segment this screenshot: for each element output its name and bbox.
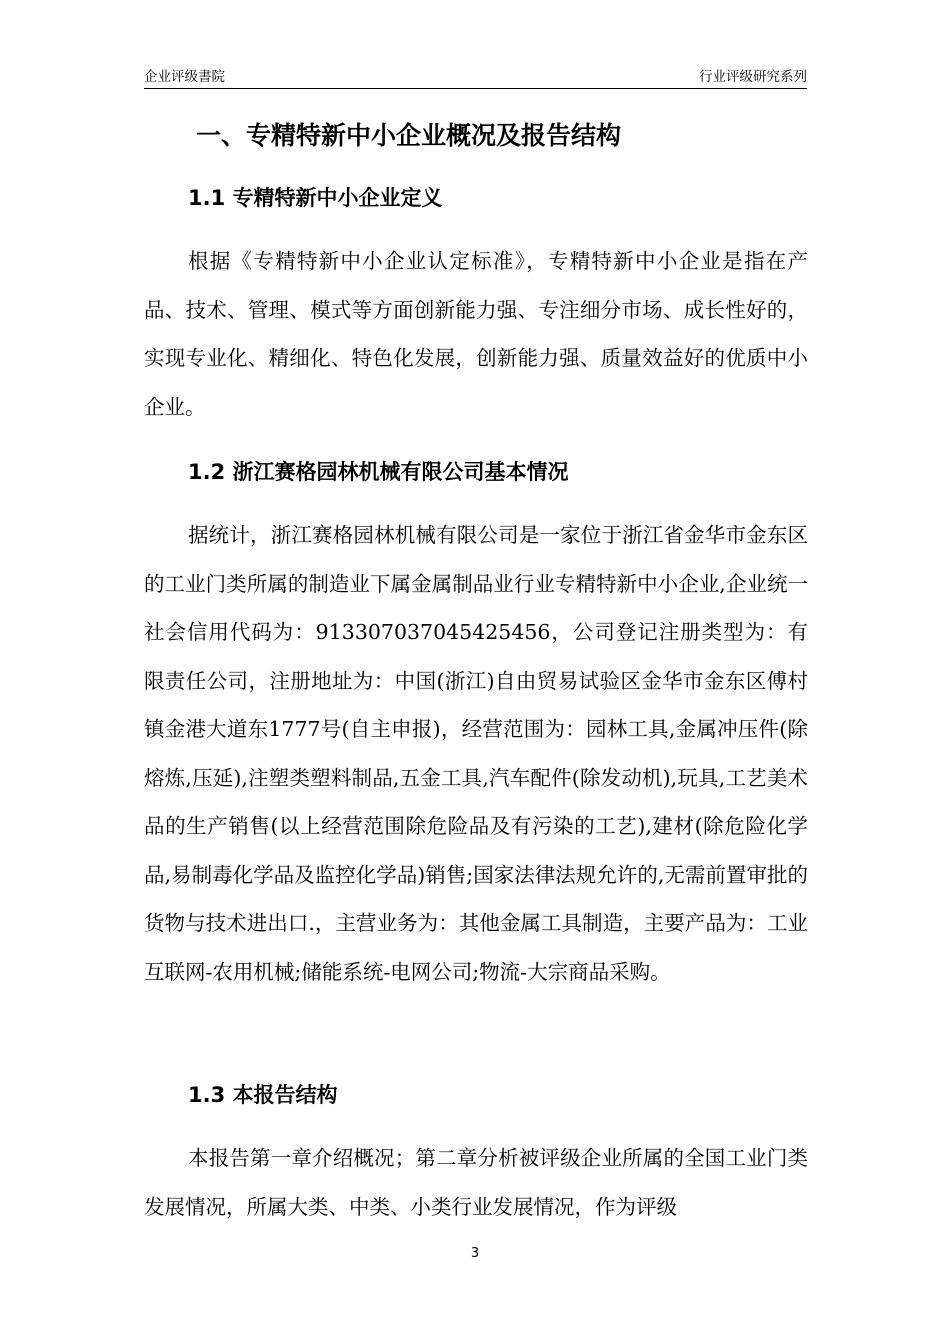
section-title: 一、专精特新中小企业概况及报告结构 <box>196 121 622 150</box>
subsection-title-1-1: 1.1 专精特新中小企业定义 <box>188 186 443 210</box>
page-header <box>144 66 807 89</box>
header-right-text: 行业评级研究系列 <box>699 69 807 85</box>
paragraph-company-info: 据统计，浙江赛格园林机械有限公司是一家位于浙江省金华市金东区的工业门类所属的制造业下属金属制品业行业专精特新中小企业,企业统一社会信用代码为：913307037045425456，公司登记注册类型为：有限责任公司，注册地址为：中国(浙江)自由贸易试验区金华市金东区傅村镇金港大道东1777号(自主申报)，经营范围为：园林工具,金属冲压件(除熔炼,压延),注塑类塑料制品,五金工具,汽车配件(除发动机),玩具,工艺美术品的生产销售(以上经营范围除危险品及有污染的工艺),建材(除危险化学品,易制毒化学品及监控化学品)销售;国家法律法规允许的,无需前置审批的货物与技术进出口.，主营业务为：其他金属工具制造，主要产品为：工业互联网-农用机械;储能系统-电网公司;物流-大宗商品采购。 <box>144 523 808 984</box>
page-number: 3 <box>470 1246 480 1261</box>
header-left-text: 企业评级書院 <box>144 69 225 85</box>
paragraph-report-structure: 本报告第一章介绍概况；第二章分析被评级企业所属的全国工业门类发展情况，所属大类、中类、小类行业发展情况，作为评级 <box>144 1146 808 1219</box>
paragraph-definition: 根据《专精特新中小企业认定标准》，专精特新中小企业是指在产品、技术、管理、模式等方面创新能力强、专注细分市场、成长性好的，实现专业化、精细化、特色化发展，创新能力强、质量效益好的优质中小企业。 <box>144 249 808 419</box>
subsection-title-1-2: 1.2 浙江赛格园林机械有限公司基本情况 <box>188 460 569 484</box>
subsection-title-1-3: 1.3 本报告结构 <box>188 1083 338 1107</box>
